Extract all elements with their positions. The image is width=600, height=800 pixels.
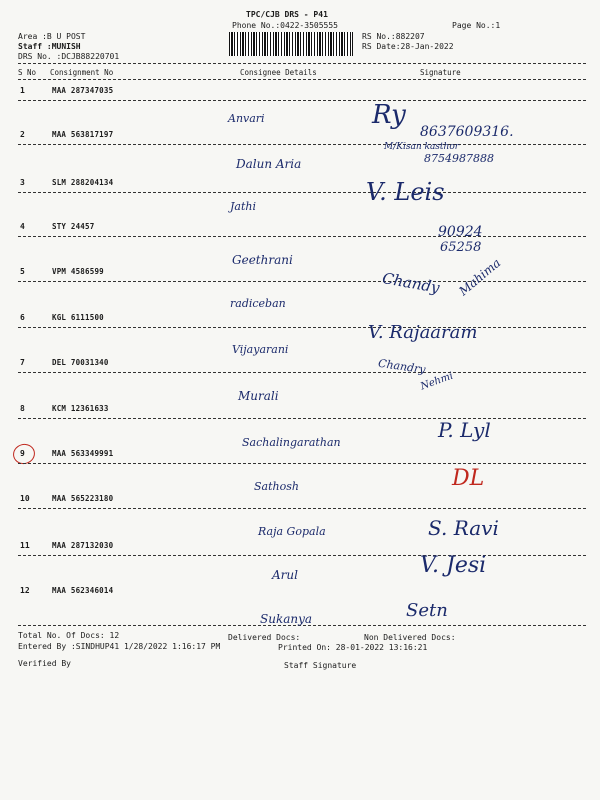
divider [18, 463, 586, 464]
row-sno: 6 [20, 313, 25, 322]
handwritten-name: Anvari [228, 112, 265, 125]
handwritten-signature: Chandy [380, 269, 441, 297]
handwritten-phone: 8754987888 [424, 152, 494, 165]
handwritten-name: Jathi [230, 200, 256, 213]
handwritten-signature: S. Ravi [428, 516, 499, 540]
row-sno: 1 [20, 86, 25, 95]
handwritten-signature: Chandry [377, 356, 427, 377]
page-number: Page No.:1 [452, 21, 501, 30]
handwritten-phone: 90924 [438, 224, 483, 240]
handwritten-name: Raja Gopala [258, 525, 326, 538]
row-consignment: KCM 12361633 [52, 404, 109, 413]
handwritten-signature: V. Leis [366, 178, 445, 206]
row-consignment: MAA 562346014 [52, 586, 114, 595]
entered-by: Entered By :SINDHUP41 1/28/2022 1:16:17 PM [18, 642, 221, 651]
divider [18, 100, 586, 101]
verified-by: Verified By [18, 659, 71, 668]
col-consignment: Consignment No [50, 68, 114, 77]
handwritten-name: Murali [238, 389, 279, 403]
handwritten-name: Sathosh [254, 480, 299, 493]
drs-number: DRS No. :DCJB88220701 [18, 52, 120, 61]
staff-signature: Staff Signature [284, 661, 357, 670]
divider [18, 327, 586, 328]
row-consignment: MAA 565223180 [52, 494, 114, 503]
rs-number: RS No.:882207 [362, 32, 425, 41]
phone-number: Phone No.:0422-3505555 [232, 21, 338, 30]
divider [18, 281, 586, 282]
row-sno: 3 [20, 178, 25, 187]
row-sno: 12 [20, 586, 30, 595]
divider [18, 79, 586, 80]
divider [18, 63, 586, 64]
row-sno: 5 [20, 267, 25, 276]
handwritten-signature: V. Jesi [420, 553, 487, 578]
row-sno: 11 [20, 541, 30, 550]
handwritten-note: M/Kisan kasthor [384, 142, 460, 152]
non-delivered-docs: Non Delivered Docs: [364, 633, 456, 642]
row-sno: 10 [20, 494, 30, 503]
handwritten-name: Geethrani [232, 253, 293, 267]
divider [18, 555, 586, 556]
row-sno: 8 [20, 404, 25, 413]
handwritten-name: Sachalingarathan [242, 436, 341, 449]
divider [18, 372, 586, 373]
row-consignment: STY 24457 [52, 222, 95, 231]
row-sno: 4 [20, 222, 25, 231]
staff-field: Staff :MUNISH [18, 42, 81, 51]
divider [18, 418, 586, 419]
handwritten-signature: P. Lyl [438, 418, 491, 442]
handwritten-red-mark: DL [452, 466, 485, 491]
row-sno: 7 [20, 358, 25, 367]
col-signature: Signature [420, 68, 461, 77]
handwritten-name: radiceban [230, 297, 286, 310]
rs-date: RS Date:28-Jan-2022 [362, 42, 454, 51]
row-sno: 9 [20, 449, 25, 458]
handwritten-name: Dalun Aria [236, 157, 302, 171]
delivered-docs: Delivered Docs: [228, 633, 301, 642]
printed-on: Printed On: 28-01-2022 13:16:21 [278, 643, 428, 652]
divider [18, 508, 586, 509]
divider [18, 192, 586, 193]
barcode-icon [229, 32, 353, 56]
handwritten-signature: Mahima [456, 255, 504, 299]
handwritten-signature: Nehmi [419, 370, 455, 393]
row-consignment: MAA 563817197 [52, 130, 114, 139]
total-docs: Total No. Of Docs: 12 [18, 631, 120, 640]
handwritten-signature: V. Rajaaram [368, 322, 478, 343]
divider [18, 236, 586, 237]
col-sno: S No [18, 68, 37, 77]
col-consignee: Consignee Details [240, 68, 317, 77]
row-consignment: SLM 288204134 [52, 178, 114, 187]
area-field: Area :B U POST [18, 32, 86, 41]
handwritten-signature: Ry [372, 100, 406, 130]
handwritten-phone: 8637609316. [420, 124, 514, 140]
handwritten-signature: Setn [406, 600, 448, 621]
row-consignment: DEL 70031340 [52, 358, 109, 367]
handwritten-name: Vijayarani [232, 343, 289, 356]
row-consignment: MAA 287132030 [52, 541, 114, 550]
row-consignment: MAA 287347035 [52, 86, 114, 95]
divider [18, 144, 586, 145]
handwritten-phone: 65258 [440, 240, 482, 255]
row-consignment: VPM 4586599 [52, 267, 104, 276]
row-sno: 2 [20, 130, 25, 139]
handwritten-name: Arul [272, 568, 298, 582]
row-consignment: KGL 6111500 [52, 313, 104, 322]
document-title: TPC/CJB DRS - P41 [246, 10, 328, 19]
row-consignment: MAA 563349991 [52, 449, 114, 458]
handwritten-name: Sukanya [260, 612, 313, 626]
